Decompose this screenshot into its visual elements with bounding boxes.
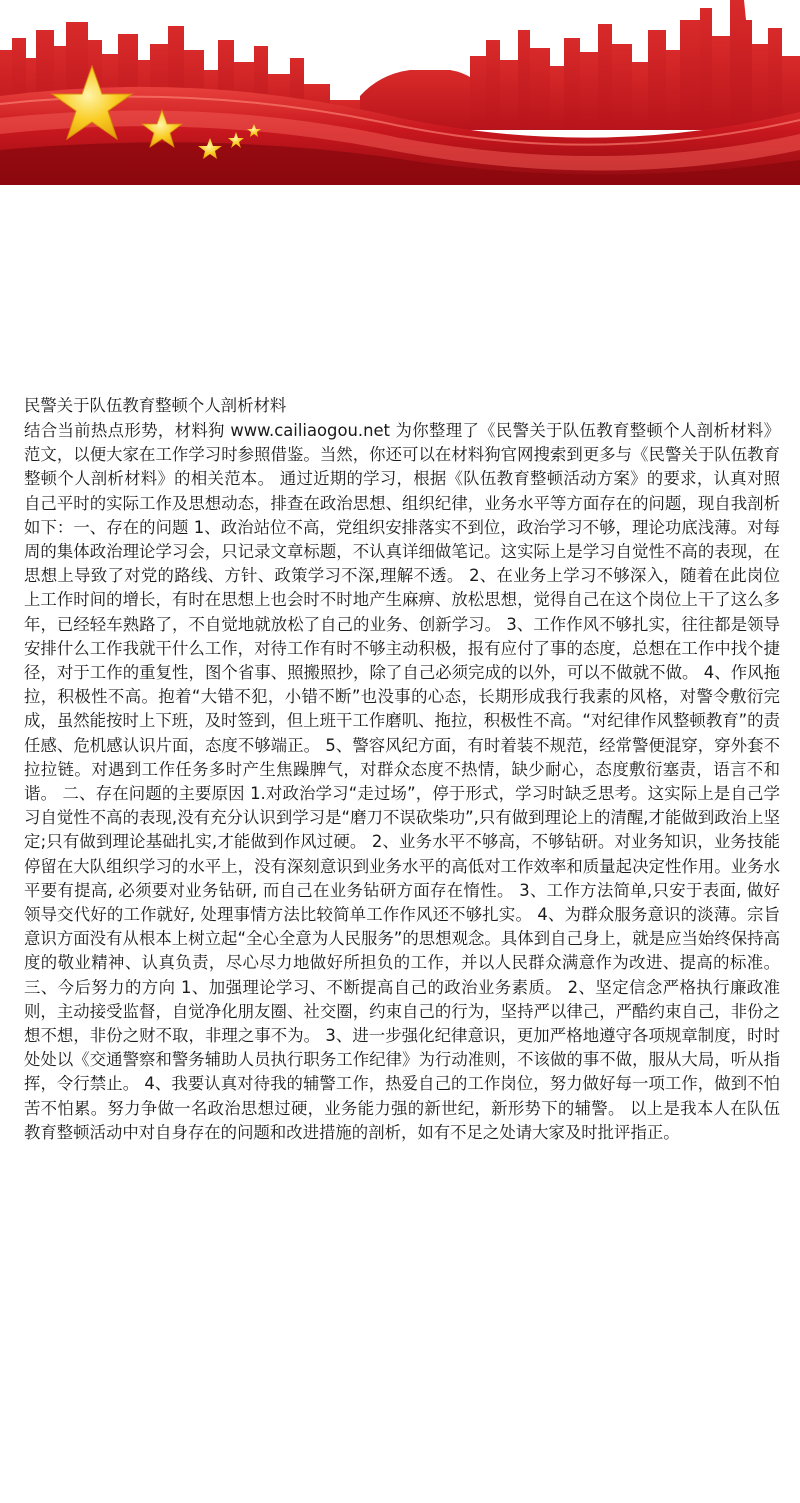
document-title: 民警关于队伍教育整顿个人剖析材料	[24, 396, 287, 415]
header-banner	[0, 0, 800, 185]
document-content	[24, 393, 780, 1145]
document-paragraph: 结合当前热点形势，材料狗 www.cailiaogou.net 为你整理了《民警关于队伍教育整顿个人剖析材料》范文，以便大家在工作学习时参照借鉴。当然，你还可以在材料狗官网搜索到更多与《民警关于队伍教育整顿个人剖析材料》的相关范本。 通过近期的学习，根据《队伍教育整顿活动方案》的要求，认真对照自己平时的实际工作及思想动态，排查在政治思想、组织纪律，业务水平等方面存在的问题，现自我剖析如下：一、存在的问题 1、政治站位不高，党组织安排落实不到位，政治学习不够，理论功底浅薄。对每周的集体政治理论学习会，只记录文章标题，不认真详细做笔记。这实际上是学习自觉性不高的表现，在思想上导致了对党的路线、方针、政策学习不深,理解不透。 2、在业务上学习不够深入，随着在此岗位上工作时间的增长，有时在思想上也会时不时地产生麻痹、放松思想，觉得自己在这个岗位上干了这么多年，已经轻车熟路了，不自觉地就放松了自己的业务、创新学习。 3、工作作风不够扎实，往往都是领导安排什么工作我就干什么工作，对待工作有时不够主动积极，报有应付了事的态度，总想在工作中找个捷径，对于工作的重复性，图个省事、照搬照抄，除了自己必须完成的以外，可以不做就不做。 4、作风拖拉，积极性不高。抱着“大错不犯，小错不断”也没事的心态，长期形成我行我素的风格，对警令敷衍完成，虽然能按时上下班，及时签到，但上班干工作磨叽、拖拉，积极性不高。“对纪律作风整顿教育”的责任感、危机感认识片面，态度不够端正。 5、警容风纪方面，有时着装不规范，经常警便混穿，穿外套不拉拉链。对遇到工作任务多时产生焦躁脾气，对群众态度不热情，缺少耐心，态度敷衍塞责，语言不和谐。 二、存在问题的主要原因 1.对政治学习“走过场”，停于形式，学习时缺乏思考。这实际上是自己学习自觉性不高的表现,没有充分认识到学习是“磨刀不误砍柴功”,只有做到理论上的清醒,才能做到政治上坚定;只有做到理论基础扎实,才能做到作风过硬。 2、业务水平不够高，不够钻研。对业务知识，业务技能停留在大队组织学习的水平上，没有深刻意识到业务水平的高低对工作效率和质量起决定性作用。业务水平要有提高, 必须要对业务钻研, 而自己在业务钻研方面存在惰性。 3、工作方法简单,只安于表面, 做好领导交代好的工作就好, 处理事情方法比较简单工作作风还不够扎实。 4、为群众服务意识的淡薄。宗旨意识方面没有从根本上树立起“全心全意为人民服务”的思想观念。具体到自己身上，就是应当始终保持高度的敬业精神、认真负责，尽心尽力地做好所担负的工作，并以人民群众满意作为改进、提高的标准。 三、今后努力的方向 1、加强理论学习、不断提高自己的政治业务素质。 2、坚定信念严格执行廉政准则，主动接受监督，自觉净化朋友圈、社交圈，约束自己的行为，坚持严以律己，严酷约束自己，非份之想不想，非份之财不取，非理之事不为。 3、进一步强化纪律意识，更加严格地遵守各项规章制度，时时处处以《交通警察和警务辅助人员执行职务工作纪律》为行动准则，不该做的事不做，服从大局，听从指挥，令行禁止。 4、我要认真对待我的辅警工作，热爱自己的工作岗位，努力做好每一项工作，做到不怕苦不怕累。努力争做一名政治思想过硬，业务能力强的新世纪，新形势下的辅警。 以上是我本人在队伍教育整顿活动中对自身存在的问题和改进措施的剖析，如有不足之处请大家及时批评指正。	[24, 421, 780, 1142]
banner-graphic	[0, 0, 800, 185]
